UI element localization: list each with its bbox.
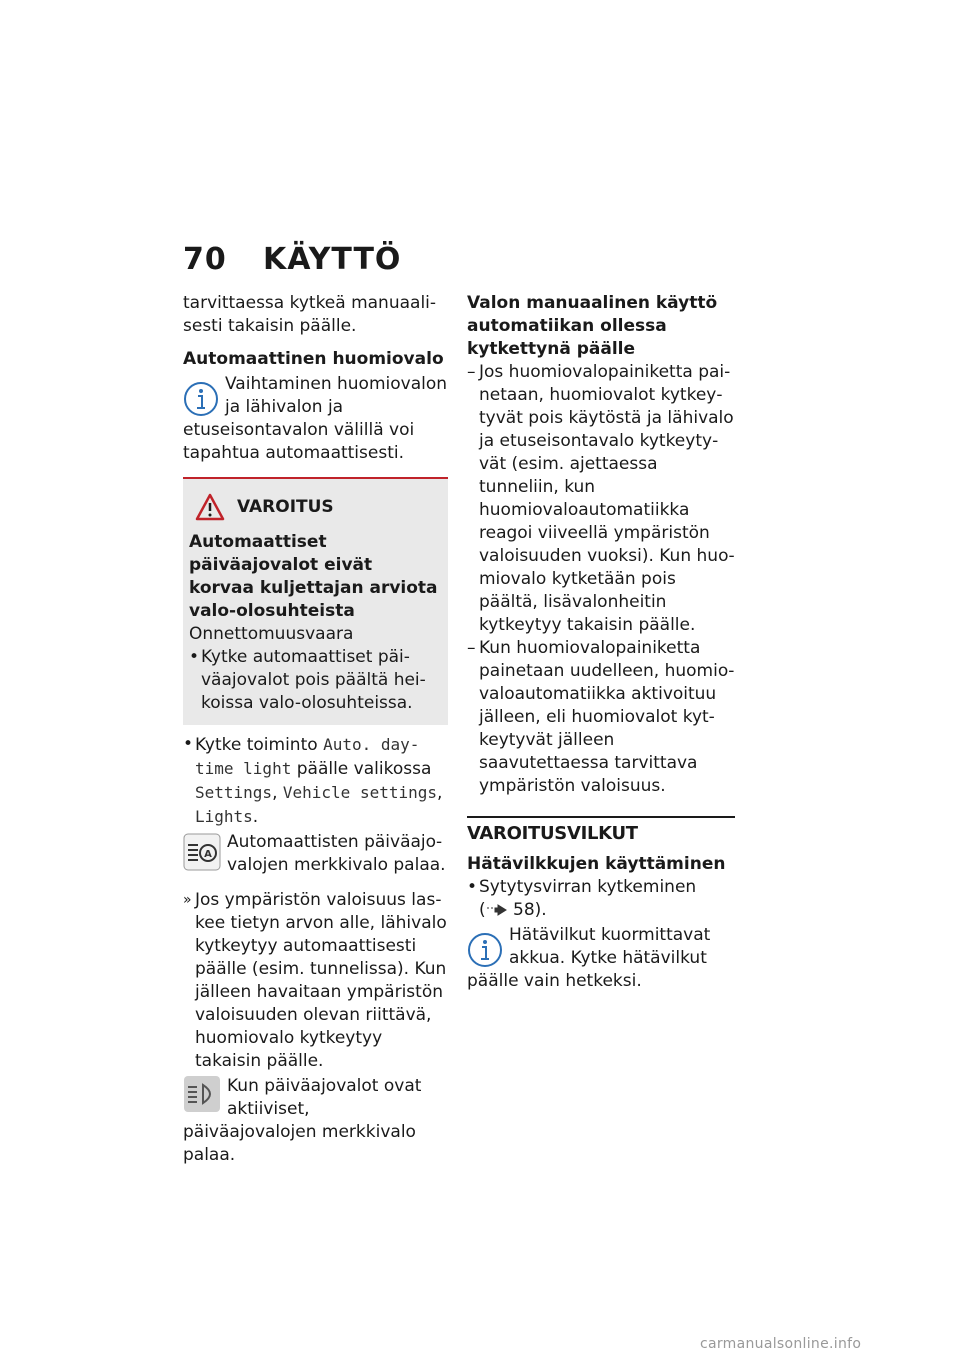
drl-active-note-text: Kun päiväajovalot ovat aktiiviset, päiväajovalojen merkkivalo palaa.: [183, 1076, 422, 1165]
step-text: päälle valikossa: [291, 759, 432, 779]
step-activate: [183, 733, 448, 829]
hazard-heading: Hätävilkkujen käyttäminen: [467, 854, 726, 874]
steps-list: [183, 733, 448, 829]
page-reference-arrow-icon: [486, 904, 508, 916]
hazard-bullet: [467, 876, 735, 922]
warning-list: [189, 646, 442, 715]
result-text: » Jos ympäristön valoisuus laskee tietyn arvon alle, lähivalo kytkeytyy automaattisesti päälle (esim. tunnelissa). Kun jälleen havaitaan ympäristön valoisuuden olevan riittävä, huomiovalo kytkeytyy takaisin päälle.: [183, 889, 448, 1073]
menu-vehicle-settings: Vehicle settings: [282, 783, 437, 802]
warning-box: [183, 477, 448, 725]
step-text: Kytke toiminto: [195, 735, 324, 755]
drl-note: [183, 831, 448, 877]
step-separator: ,: [272, 783, 283, 803]
page-reference: 58).: [507, 900, 547, 920]
manual-heading: Valon manuaalinen käyttö automatiikan ollessa kytkettynä päälle: [467, 293, 718, 359]
warning-triangle-icon: [195, 493, 225, 521]
info-icon: [183, 381, 219, 417]
page-header: [183, 242, 401, 277]
info-icon: [467, 932, 503, 968]
auto-note-text: Vaihtaminen huomiovalon ja lähivalon ja etuseisontavalon välillä voi tapahtua automaattisesti.: [183, 374, 448, 463]
ref-open: (: [479, 900, 486, 920]
drl-active-note: [183, 1075, 448, 1167]
hazard-note: [467, 924, 735, 993]
manual-list: [467, 361, 735, 798]
warning-bullet: • Kytke automaattiset päiväajovalot pois päältä heikoissa valo-olosuhteissa.: [189, 646, 442, 715]
menu-lights: Lights: [195, 807, 253, 826]
section-title: VAROITUSVILKUT: [467, 823, 638, 844]
drl-note-text: Automaattisten päiväajovalojen merkkivalo palaa.: [227, 832, 446, 875]
hazard-bullet-text: Sytytysvirran kytkeminen: [479, 877, 697, 897]
menu-settings: Settings: [195, 783, 273, 802]
left-column: [183, 292, 448, 1167]
result-list: [183, 889, 448, 1073]
warning-hazard: Onnettomuusvaara: [189, 624, 354, 644]
drl-indicator-icon: [183, 1075, 221, 1113]
manual-dash-1: – Jos huomiovalopainiketta painetaan, huomiovalot kytkeytyvät pois käytöstä ja lähivalo ja etuseisontavalo kytkeytyvät (esim. ajettaessa tunneliin, kun huomiovaloautomatiikka reagoi viiveellä ympäristön valoisuuden vuoksi). Kun huomiovalo kytketään pois päältä, lisävalonheitin kytkeytyy takaisin päälle.: [467, 361, 735, 637]
step-end: .: [252, 807, 259, 827]
right-column: [467, 292, 735, 993]
page-title: KÄYTTÖ: [263, 242, 402, 277]
svg-text:A: A: [204, 849, 212, 860]
warning-heading: Automaattiset päiväajovalot eivät korvaa kuljettajan arviota valo-olosuhteista: [189, 532, 438, 621]
page-number: 70: [183, 242, 227, 277]
intro-text: tarvittaessa kytkeä manuaalisesti takaisin päälle.: [183, 293, 437, 336]
manual-dash-2: – Kun huomiovalopainiketta painetaan uudelleen, huomiovaloautomatiikka aktivoituu jälleen, eli huomiovalot kytkeytyvät jälleen saavutettaessa tarvittava ympäristön valoisuus.: [467, 637, 735, 798]
warning-title: [189, 493, 442, 521]
watermark: carmanualsonline.info: [700, 1336, 862, 1352]
hazard-list: [467, 876, 735, 922]
warning-label: VAROITUS: [237, 496, 334, 517]
step-separator: ,: [437, 783, 443, 803]
auto-drl-indicator-icon: [183, 833, 221, 871]
hazard-note-text: Hätävilkut kuormittavat akkua. Kytke hätävilkut päälle vain hetkeksi.: [467, 925, 711, 991]
menu-auto-daytime-light: Auto. daytime light: [195, 735, 420, 778]
info-note-auto: [183, 373, 448, 465]
hazard-section: [467, 816, 735, 993]
auto-heading: Automaattinen huomiovalo: [183, 349, 444, 369]
